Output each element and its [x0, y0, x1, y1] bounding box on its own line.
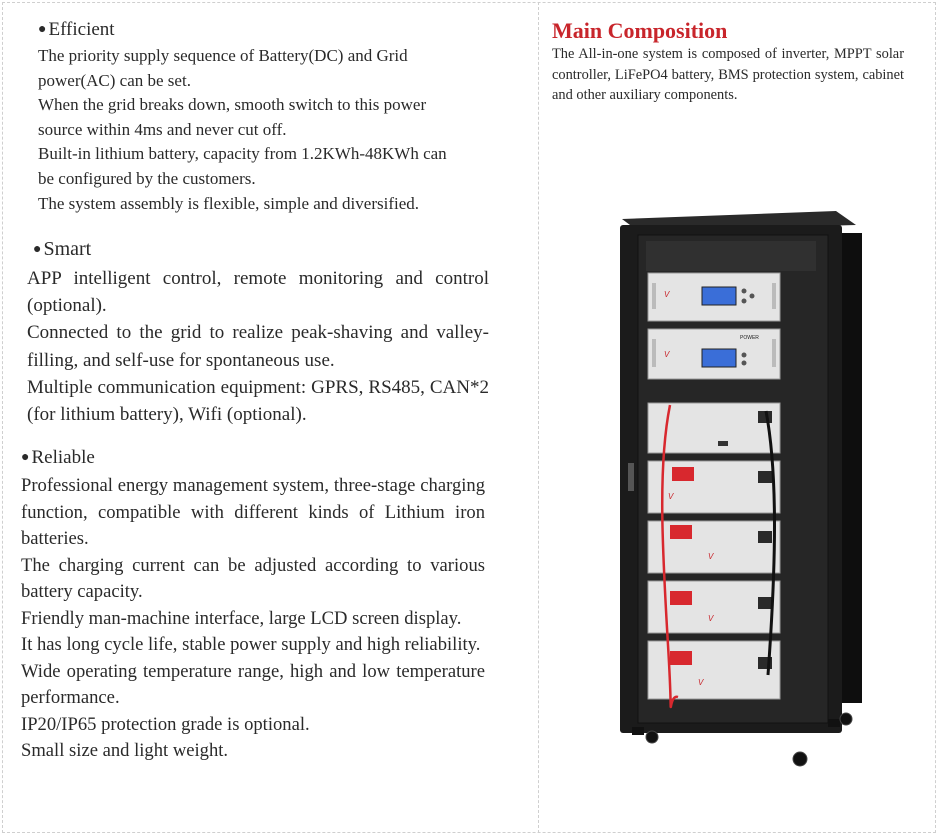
brand-logo: V: [664, 290, 670, 299]
smart-heading-text: Smart: [43, 238, 92, 260]
wheel-icon: [646, 731, 658, 743]
composition-title: Main Composition: [552, 18, 728, 43]
column-divider: [538, 2, 539, 833]
smart-line-2: Connected to the grid to realize peak-shaving and valley-filling, and self-use for spontaneous use.: [27, 322, 489, 371]
cabinet-foot: [828, 719, 840, 727]
battery-module-3: [648, 521, 780, 573]
lcd-screen-icon: [702, 287, 736, 305]
smart-line-1: APP intelligent control, remote monitoring and control (optional).: [27, 268, 489, 317]
reliable-section: [21, 445, 485, 765]
smart-heading: [33, 236, 489, 265]
reliable-line-3: Friendly man-machine interface, large LCD screen display.: [21, 607, 462, 629]
bullet-icon: ●: [21, 450, 30, 465]
wheel-icon: [793, 752, 807, 766]
efficient-heading-text: Efficient: [48, 19, 115, 40]
inverter-module-1: [648, 273, 780, 321]
door-handle-icon: [628, 463, 634, 491]
efficient-heading: [38, 18, 458, 44]
brand-logo: V: [708, 552, 714, 561]
reliable-line-1: Professional energy management system, three-stage charging function, compatible with different kinds of Lithium iron batteries.: [21, 475, 485, 549]
bullet-icon: ●: [33, 242, 42, 257]
reliable-line-2: The charging current can be adjusted according to various battery capacity.: [21, 554, 485, 602]
reliable-line-4: It has long cycle life, stable power supply and high reliability.: [21, 634, 481, 655]
efficient-line-4: The system assembly is flexible, simple and diversified.: [38, 193, 420, 213]
smart-line-3: Multiple communication equipment: GPRS, RS485, CAN*2 (for lithium battery), Wifi (optional).: [27, 376, 489, 426]
efficient-section: [38, 18, 458, 216]
inverter-module-2: [648, 329, 780, 379]
reliable-line-7: Small size and light weight.: [21, 740, 229, 761]
brand-logo: V: [668, 492, 674, 501]
cabinet-side-panel: [840, 233, 862, 703]
efficient-line-3: Built-in lithium battery, capacity from 1.2KWh-48KWh can be configured by the customers.: [38, 144, 447, 188]
reliable-line-6: IP20/IP65 protection grade is optional.: [21, 713, 310, 735]
bullet-icon: ●: [38, 22, 47, 37]
lcd-screen-icon: [702, 349, 736, 367]
brand-logo: V: [698, 678, 704, 687]
efficient-line-2: When the grid breaks down, smooth switch to this power source within 4ms and never cut off.: [38, 95, 427, 139]
smart-section: [27, 236, 489, 428]
cabinet-vent: [646, 241, 816, 271]
wheel-icon: [840, 713, 852, 725]
brand-logo: V: [664, 350, 670, 359]
reliable-heading: [21, 445, 485, 473]
efficient-line-1: The priority supply sequence of Battery(DC) and Grid power(AC) can be set.: [38, 46, 408, 90]
brand-logo: V: [708, 614, 714, 623]
reliable-heading-text: Reliable: [31, 447, 95, 468]
power-label: POWER: [740, 335, 759, 341]
battery-module-2: [648, 461, 780, 513]
cabinet-foot: [632, 727, 644, 735]
cabinet-image: [608, 205, 868, 770]
reliable-line-5: Wide operating temperature range, high and low temperature performance.: [21, 660, 485, 708]
composition-text: The All-in-one system is composed of inverter, MPPT solar controller, LiFePO4 battery, BMS protection system, cabinet and other auxiliary components.: [552, 46, 904, 103]
